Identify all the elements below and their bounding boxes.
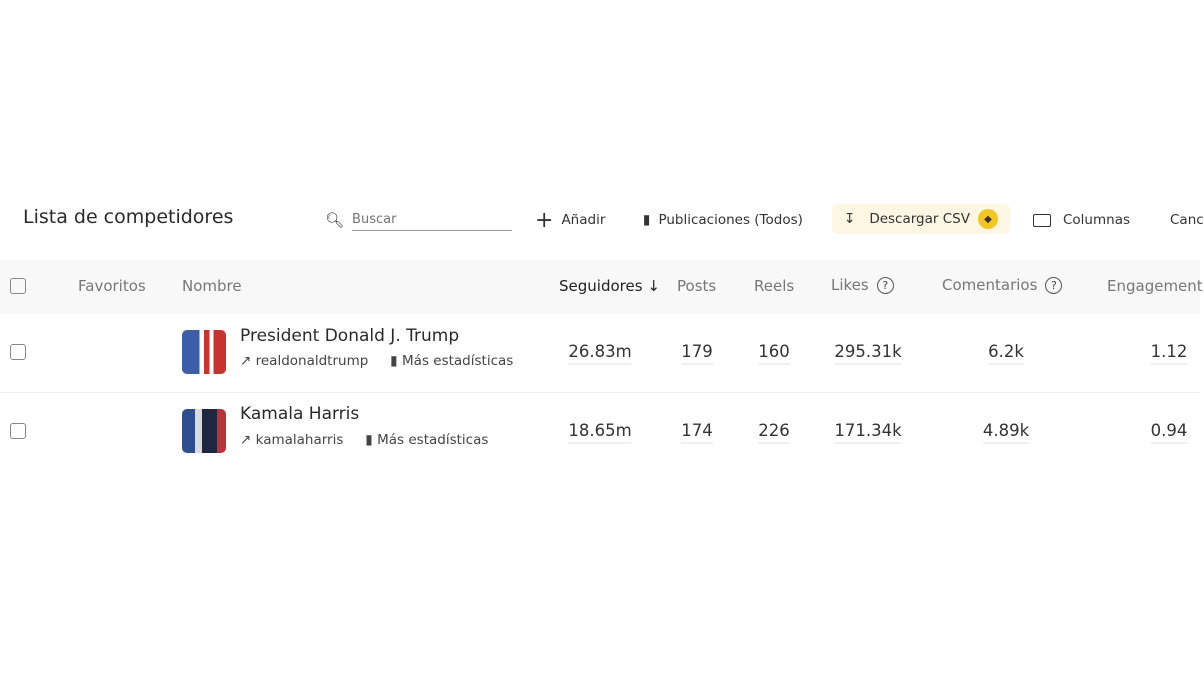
comments-value: 4.89k [983, 421, 1029, 444]
more-stats-link[interactable] [365, 432, 488, 448]
premium-gem-icon: ◆ [978, 209, 998, 229]
row-checkbox[interactable] [10, 344, 26, 360]
select-all-checkbox[interactable] [10, 278, 26, 294]
comments-value: 6.2k [988, 342, 1024, 365]
col-likes-label: Likes [831, 276, 869, 294]
cancel-button[interactable] [1170, 206, 1204, 234]
more-stats-label: Más estadísticas [402, 353, 514, 369]
add-button[interactable] [535, 206, 605, 234]
col-comments-label: Comentarios [942, 276, 1038, 294]
row-links [240, 432, 488, 448]
profile-link[interactable] [240, 353, 368, 369]
col-favorites[interactable]: Favoritos [78, 277, 146, 295]
publications-filter-button[interactable] [643, 206, 803, 234]
columns-label: Columnas [1063, 212, 1131, 228]
col-engagement[interactable]: Engagement [1107, 277, 1203, 295]
posts-value: 179 [681, 342, 713, 365]
cancel-label: Canc [1170, 212, 1204, 228]
external-link-icon: ↗ [240, 432, 252, 448]
col-followers[interactable] [559, 277, 660, 295]
search [325, 206, 512, 234]
more-stats-link[interactable] [390, 353, 513, 369]
bar-chart-icon: ▮ [390, 353, 398, 369]
followers-value: 18.65m [568, 421, 631, 444]
col-reels[interactable]: Reels [754, 277, 795, 295]
col-followers-label: Seguidores [559, 277, 643, 295]
avatar [182, 409, 226, 453]
columns-button[interactable] [1033, 206, 1130, 234]
followers-value: 26.83m [568, 342, 631, 365]
handle: kamalaharris [255, 432, 344, 448]
plus-icon: + [535, 207, 554, 233]
row-links [240, 353, 513, 369]
more-stats-label: Más estadísticas [377, 432, 489, 448]
engagement-value: 0.94 [1151, 421, 1188, 444]
col-comments[interactable] [942, 276, 1062, 294]
likes-value: 171.34k [834, 421, 901, 444]
col-likes[interactable] [831, 276, 894, 294]
page-title: Lista de competidores [23, 206, 234, 228]
reels-value: 226 [758, 421, 790, 444]
columns-icon [1033, 214, 1051, 227]
competitor-name[interactable]: Kamala Harris [240, 404, 360, 424]
download-csv-label: Descargar CSV [869, 211, 970, 227]
col-name[interactable]: Nombre [182, 277, 242, 295]
col-posts[interactable]: Posts [677, 277, 717, 295]
external-link-icon: ↗ [240, 353, 252, 369]
competitor-name[interactable]: President Donald J. Trump [240, 326, 460, 346]
help-icon[interactable]: ? [1045, 277, 1062, 294]
bar-chart-icon: ▮ [365, 432, 373, 448]
bar-chart-icon: ▮ [643, 212, 651, 228]
download-icon: ↧ [844, 211, 856, 227]
search-input[interactable] [352, 209, 512, 231]
download-csv-button[interactable] [832, 204, 1010, 234]
engagement-value: 1.12 [1151, 342, 1188, 365]
row-checkbox[interactable] [10, 423, 26, 439]
posts-value: 174 [681, 421, 713, 444]
handle: realdonaldtrump [255, 353, 369, 369]
profile-link[interactable] [240, 432, 343, 448]
avatar [182, 330, 226, 374]
likes-value: 295.31k [834, 342, 901, 365]
add-label: Añadir [561, 212, 606, 228]
sort-down-icon: ↓ [647, 277, 660, 295]
publications-label: Publicaciones (Todos) [658, 212, 803, 228]
help-icon[interactable]: ? [877, 277, 894, 294]
search-icon: 🔍︎ [325, 211, 345, 229]
reels-value: 160 [758, 342, 790, 365]
